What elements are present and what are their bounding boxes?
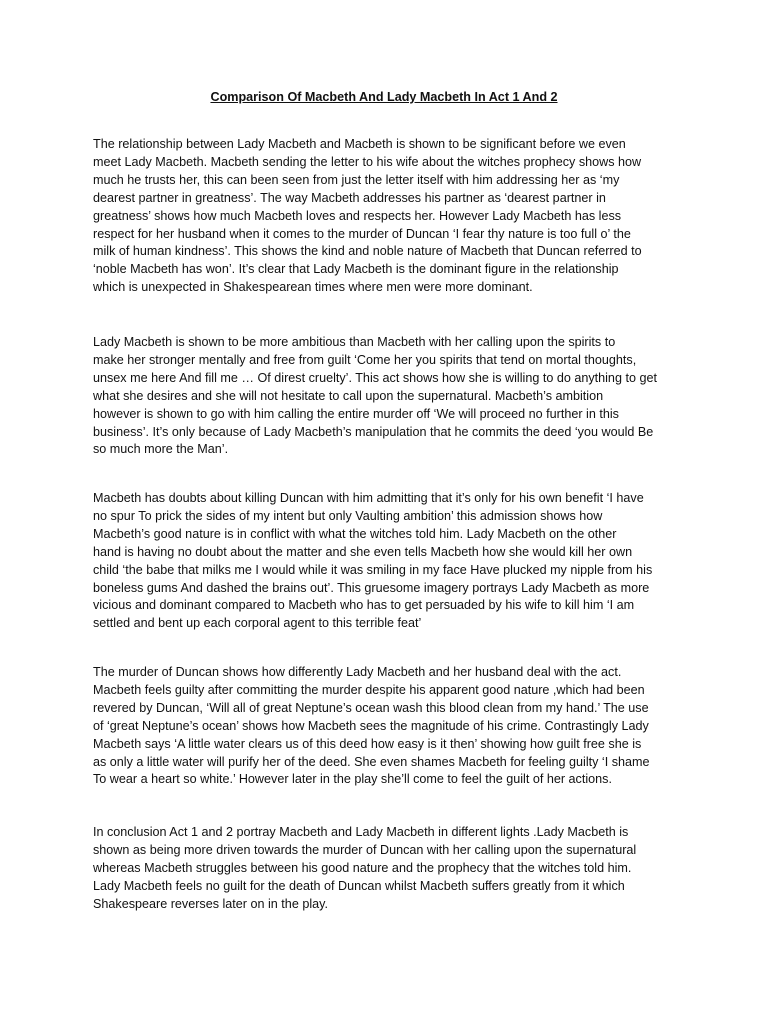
paragraph-line: Lady Macbeth feels no guilt for the death of Duncan whilst Macbeth suffers greatly from it which bbox=[93, 878, 625, 893]
paragraph-line: The relationship between Lady Macbeth and Macbeth is shown to be significant before we even bbox=[93, 137, 626, 151]
paragraph-line: no spur To prick the sides of my intent but only Vaulting ambition’ this admission shows how bbox=[93, 508, 603, 523]
paragraph-line: make her stronger mentally and free from guilt ‘Come her you spirits that tend on mortal thoughts, bbox=[93, 352, 637, 367]
paragraph-line: Shakespeare reverses later on in the play. bbox=[93, 896, 328, 911]
paragraph-line: of ‘great Neptune’s ocean’ shows how Macbeth sees the magnitude of his crime. Contrastingly Lady bbox=[93, 718, 649, 733]
paragraph-line: Macbeth feels guilty after committing the murder despite his apparent good nature ,which had been bbox=[93, 682, 645, 697]
paragraph-line: The murder of Duncan shows how differently Lady Macbeth and her husband deal with the act. bbox=[93, 665, 622, 679]
paragraph-line: what she desires and she will not hesitate to call upon the supernatural. Macbeth’s ambition bbox=[93, 388, 604, 403]
paragraph-line: Macbeth says ‘A little water clears us of this deed how easy is it then’ showing how guilt free she is bbox=[93, 736, 642, 751]
paragraph-line: unsex me here And fill me … Of direst cruelty’. This act shows how she is willing to do anything to get bbox=[93, 370, 657, 385]
paragraph-line: Macbeth has doubts about killing Duncan with him admitting that it’s only for his own benefit ‘I have bbox=[93, 491, 644, 505]
paragraph-line: hand is having no doubt about the matter and she even tells Macbeth how she would kill her own bbox=[93, 544, 633, 559]
paragraph-2 bbox=[93, 334, 683, 459]
paragraph-line: Macbeth’s good nature is in conflict with what the witches told him. Lady Macbeth on the other bbox=[93, 526, 617, 541]
paragraph-line: which is unexpected in Shakespearean times where men were more dominant. bbox=[93, 280, 533, 295]
paragraph-line: business’. It’s only because of Lady Macbeth’s manipulation that he commits the deed ‘you would Be bbox=[93, 424, 654, 439]
paragraph-line: however is shown to go with him calling the entire murder off ‘We will proceed no further in this bbox=[93, 406, 619, 421]
paragraph-line: so much more the Man’. bbox=[93, 442, 229, 457]
paragraph-line: child ‘the babe that milks me I would while it was smiling in my face Have plucked my nipple from his bbox=[93, 562, 653, 577]
paragraph-line: milk of human kindness’. This shows the kind and noble nature of Macbeth that Duncan referred to bbox=[93, 244, 642, 259]
paragraph-line: revered by Duncan, ‘Will all of great Neptune’s ocean wash this blood clean from my hand.’ The use bbox=[93, 700, 649, 715]
paragraph-line: Lady Macbeth is shown to be more ambitious than Macbeth with her calling upon the spirits to bbox=[93, 335, 616, 349]
paragraph-line: greatness’ shows how much Macbeth loves and respects her. However Lady Macbeth has less bbox=[93, 208, 622, 223]
paragraph-line: settled and bent up each corporal agent to this terrible feat’ bbox=[93, 616, 422, 631]
paragraph-4 bbox=[93, 664, 683, 789]
paragraph-line: To wear a heart so white.’ However later in the play she’ll come to feel the guilt of her actions. bbox=[93, 772, 612, 787]
paragraph-line: ‘noble Macbeth has won’. It’s clear that Lady Macbeth is the dominant figure in the relationship bbox=[93, 262, 619, 277]
paragraph-line: meet Lady Macbeth. Macbeth sending the letter to his wife about the witches prophecy shows how bbox=[93, 154, 642, 169]
paragraph-3 bbox=[93, 490, 683, 633]
document-title: Comparison Of Macbeth And Lady Macbeth In Act 1 And 2 bbox=[210, 90, 558, 104]
paragraph-line: as only a little water will purify her of the deed. She even shames Macbeth for feeling guilty ‘I shame bbox=[93, 754, 650, 769]
paragraph-line: dearest partner in greatness’. The way Macbeth addresses his partner as ‘dearest partner in bbox=[93, 190, 606, 205]
paragraph-line: much he trusts her, this can been seen from just the letter itself with him addressing her as ‘my bbox=[93, 172, 620, 187]
paragraph-line: respect for her husband when it comes to the murder of Duncan ‘I fear thy nature is too full o’ the bbox=[93, 226, 631, 241]
paragraph-line: boneless gums And dashed the brains out’. This gruesome imagery portrays Lady Macbeth as more bbox=[93, 580, 650, 595]
paragraph-line: whereas Macbeth struggles between his good nature and the prophecy that the witches told him. bbox=[93, 860, 632, 875]
paragraph-line: In conclusion Act 1 and 2 portray Macbeth and Lady Macbeth in different lights .Lady Macbeth is bbox=[93, 825, 629, 839]
paragraph-5 bbox=[93, 824, 683, 914]
paragraph-line: vicious and dominant compared to Macbeth who has to get persuaded by his wife to kill him ‘I am bbox=[93, 598, 635, 613]
paragraph-1 bbox=[93, 136, 683, 297]
paragraph-line: shown as being more driven towards the murder of Duncan with her calling upon the supernatural bbox=[93, 842, 637, 857]
